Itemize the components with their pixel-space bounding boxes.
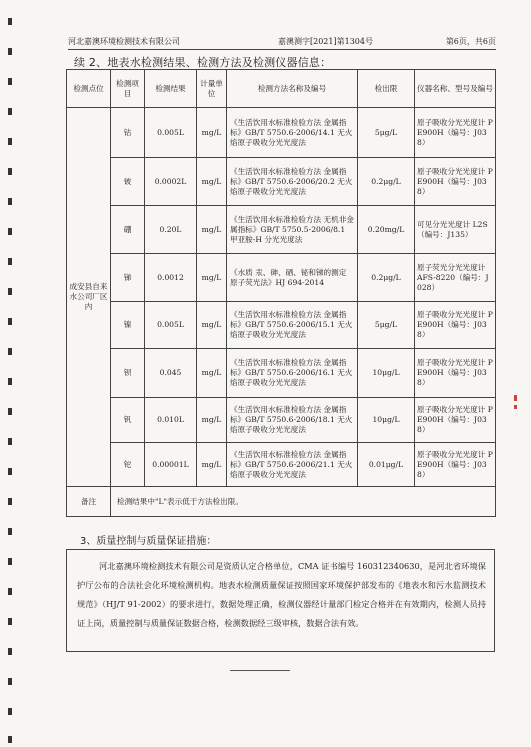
unit-cell: mg/L bbox=[197, 398, 227, 443]
company-name: 河北嘉澳环境检测技术有限公司 bbox=[68, 37, 180, 46]
result-cell: 0.00001L bbox=[145, 443, 197, 487]
note-row bbox=[67, 487, 496, 517]
unit-cell: mg/L bbox=[197, 443, 227, 487]
item-cell: 钡 bbox=[111, 349, 145, 398]
limit-cell: 0.2μg/L bbox=[358, 158, 415, 206]
section-title: 续 2、地表水检测结果、检测方法及检测仪器信息： bbox=[74, 56, 332, 69]
limit-cell: 10μg/L bbox=[358, 349, 415, 398]
instrument-cell: 原子吸收分光光度计 PE900H（编号：J038） bbox=[415, 398, 496, 443]
header-method: 检测方法名称及编号 bbox=[227, 70, 358, 108]
item-cell: 铊 bbox=[111, 443, 145, 487]
table-row bbox=[67, 443, 496, 487]
limit-cell: 5μg/L bbox=[358, 302, 415, 349]
unit-cell: mg/L bbox=[197, 302, 227, 349]
unit-cell: mg/L bbox=[197, 254, 227, 302]
item-cell: 钴 bbox=[111, 108, 145, 158]
result-cell: 0.0002L bbox=[145, 158, 197, 206]
unit-cell: mg/L bbox=[197, 349, 227, 398]
method-cell: 《生活饮用水标准检验方法 无机非金属指标》GB/T 5750.5-2006/8.1 甲亚胺-H 分光光度法 bbox=[227, 206, 358, 254]
unit-cell: mg/L bbox=[197, 206, 227, 254]
limit-cell: 0.01μg/L bbox=[358, 443, 415, 487]
limit-cell: 0.2μg/L bbox=[358, 254, 415, 302]
method-cell: 《生活饮用水标准检验方法 金属指标》GB/T 5750.6-2006/21.1 无火焰原子吸收分光光度法 bbox=[227, 443, 358, 487]
qc-text-box bbox=[66, 549, 495, 652]
result-cell: 0.005L bbox=[145, 302, 197, 349]
instrument-cell: 原子吸收分光光度计 PE900H（编号：J038） bbox=[415, 158, 496, 206]
method-cell: 《生活饮用水标准检验方法 金属指标》GB/T 5750.6-2006/18.1 无火焰原子吸收分光光度法 bbox=[227, 398, 358, 443]
result-cell: 0.005L bbox=[145, 108, 197, 158]
unit-cell: mg/L bbox=[197, 108, 227, 158]
method-cell: 《生活饮用水标准检验方法 金属指标》GB/T 5750.6-2006/14.1 无火焰原子吸收分光光度法 bbox=[227, 108, 358, 158]
table-row bbox=[67, 206, 496, 254]
seal-edge-mark bbox=[514, 395, 517, 401]
item-cell: 铍 bbox=[111, 158, 145, 206]
method-cell: 《生活饮用水标准检验方法 金属指标》GB/T 5750.6-2006/16.1 无火焰原子吸收分光光度法 bbox=[227, 349, 358, 398]
instrument-cell: 原子荧光分光光度计 AFS-8220（编号：J028） bbox=[415, 254, 496, 302]
header-limit: 检出限 bbox=[358, 70, 415, 108]
limit-cell: 10μg/L bbox=[358, 398, 415, 443]
result-cell: 0.0012 bbox=[145, 254, 197, 302]
item-cell: 钒 bbox=[111, 398, 145, 443]
header-result: 检测结果 bbox=[145, 70, 197, 108]
instrument-cell: 原子吸收分光光度计 PE900H（编号：J038） bbox=[415, 443, 496, 487]
header-point: 检测点位 bbox=[67, 70, 111, 108]
table-header-row bbox=[67, 70, 496, 108]
instrument-cell: 原子吸收分光光度计 PE900H（编号：J038） bbox=[415, 108, 496, 158]
result-cell: 0.045 bbox=[145, 349, 197, 398]
header-unit: 计量单位 bbox=[197, 70, 227, 108]
table-row bbox=[67, 398, 496, 443]
note-label: 备注 bbox=[67, 487, 111, 517]
table-row bbox=[67, 108, 496, 158]
seal-edge-mark bbox=[514, 405, 517, 409]
method-cell: 《生活饮用水标准检验方法 金属指标》GB/T 5750.6-2006/20.2 无火焰原子吸收分光光度法 bbox=[227, 158, 358, 206]
report-number: 嘉澳测字[2021]第1304号 bbox=[278, 37, 373, 46]
qc-paragraph: 河北嘉澳环境检测技术有限公司是资质认定合格单位，CMA 证书编号 160312340630，是河北省环境保护厅公布的合法社会化环境检测机构。地表水检测质量保证按照国家环境保护部发布的《地表水和污水监测技术规范》（HJ/T 91-2002）的要求进行，数据处理正确，检测仪器经计量部门检定合格并在有效期内，检测人员持证上岗，质量控制与质量保证数据合格，检测数据经三级审核，数据合法有效。 bbox=[77, 561, 486, 628]
item-cell: 硼 bbox=[111, 206, 145, 254]
header-instrument: 仪器名称、型号及编号 bbox=[415, 70, 496, 108]
result-cell: 0.010L bbox=[145, 398, 197, 443]
header-item: 检测项目 bbox=[111, 70, 145, 108]
page-number: 第6页，共6页 bbox=[445, 37, 496, 46]
table-row bbox=[67, 254, 496, 302]
footer-rule bbox=[230, 670, 290, 671]
instrument-cell: 原子吸收分光光度计 PE900H（编号：J038） bbox=[415, 302, 496, 349]
result-cell: 0.20L bbox=[145, 206, 197, 254]
method-cell: 《水质 汞、砷、硒、铋和锑的测定 原子荧光法》HJ 694-2014 bbox=[227, 254, 358, 302]
table-row bbox=[67, 349, 496, 398]
limit-cell: 0.20mg/L bbox=[358, 206, 415, 254]
results-table bbox=[66, 69, 496, 517]
instrument-cell: 原子吸收分光光度计 PE900H（编号：J038） bbox=[415, 349, 496, 398]
item-cell: 锑 bbox=[111, 254, 145, 302]
limit-cell: 5μg/L bbox=[358, 108, 415, 158]
location-cell: 成安县自来水公司厂区内 bbox=[67, 108, 111, 487]
table-row bbox=[67, 158, 496, 206]
page-header bbox=[68, 37, 496, 50]
note-text: 检测结果中"L"表示低于方法检出限。 bbox=[111, 487, 496, 517]
item-cell: 镍 bbox=[111, 302, 145, 349]
method-cell: 《生活饮用水标准检验方法 金属指标》GB/T 5750.6-2006/15.1 无火焰原子吸收分光光度法 bbox=[227, 302, 358, 349]
unit-cell: mg/L bbox=[197, 158, 227, 206]
qc-section-title: 3、质量控制与质量保证措施： bbox=[80, 536, 217, 547]
table-row bbox=[67, 302, 496, 349]
instrument-cell: 可见分光光度计 L2S（编号：J135） bbox=[415, 206, 496, 254]
